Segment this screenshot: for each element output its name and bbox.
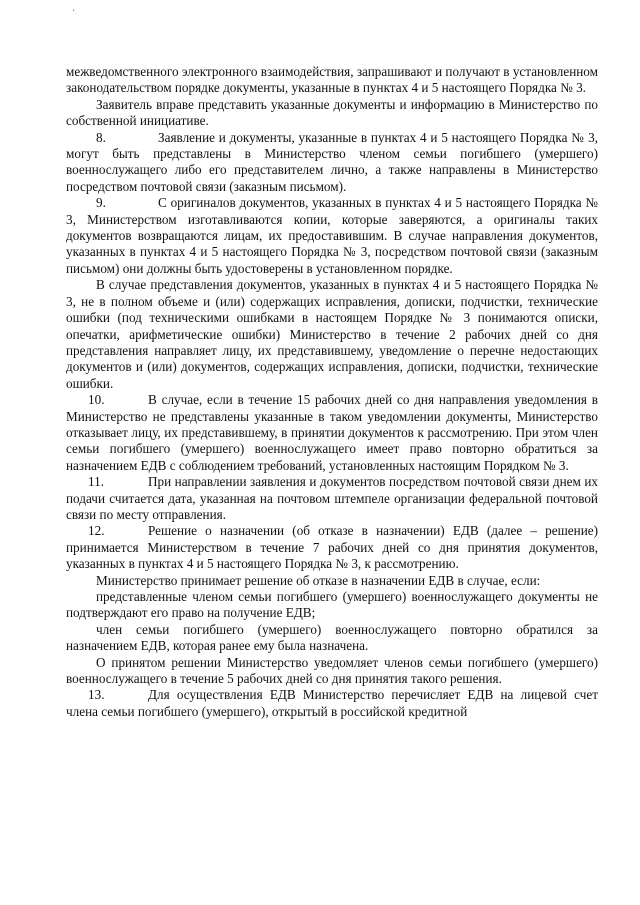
item-text: Для осуществления ЕДВ Министерство перечисляет ЕДВ на лицевой счет члена семьи погибшего (умершего), открытый в российской кредитной	[66, 687, 598, 719]
paragraph-item-11	[66, 474, 598, 523]
paragraph-item-9	[66, 195, 598, 277]
item-number: 9.	[96, 195, 106, 211]
item-number: 13.	[88, 687, 105, 703]
paragraph-incomplete-docs: В случае представления документов, указанных в пунктах 4 и 5 настоящего Порядка № 3, не в полном объеме и (или) содержащих исправления, дописки, подчистки, технические ошибки (под техническими ошибками в настоящем Порядке № 3 понимаются описки, опечатки, арифметические ошибки) Министерство в течение 2 рабочих дней со дня представления направляет лицу, их представившему, уведомление о перечне недостающих документов и (или) документов, содержащих исправления, дописки, подчистки, технические ошибки.	[66, 277, 598, 391]
item-number: 12.	[88, 523, 105, 539]
paragraph-refusal-reason-1: представленные членом семьи погибшего (умершего) военнослужащего документы не подтверждают его право на получение ЕДВ;	[66, 589, 598, 621]
item-text: В случае, если в течение 15 рабочих дней со дня направления уведомления в Министерство не представлены указанные в таком уведомлении документы, Министерство отказывает лицу, их представившему, в принятии документов к рассмотрению. При этом член семьи погибшего (умершего) военнослужащего имеет право повторно обратиться за назначением ЕДВ с соблюдением требований, установленных настоящим Порядком № 3.	[66, 392, 598, 473]
item-number: 10.	[88, 392, 105, 408]
item-text: Решение о назначении (об отказе в назначении) ЕДВ (далее – решение) принимается Министерством в течение 7 рабочих дней со дня принятия документов, указанных в пунктах 4 и 5 настоящего Порядка № 3, к рассмотрению.	[66, 523, 598, 572]
paragraph-1: межведомственного электронного взаимодействия, запрашивают и получают в установленном законодательством порядке документы, указанные в пунктах 4 и 5 настоящего Порядка № 3.	[66, 64, 598, 96]
paragraph-item-8	[66, 130, 598, 196]
paragraph-refusal-reason-2: член семьи погибшего (умершего) военнослужащего повторно обратился за назначением ЕДВ, которая ранее ему была назначена.	[66, 621, 598, 654]
item-text: Заявление и документы, указанные в пунктах 4 и 5 настоящего Порядка № 3, могут быть представлены в Министерство членом семьи погибшего (умершего) военнослужащего либо его представителем лично, а также направлены в Министерство посредством почтовой связи (заказным письмом).	[66, 129, 598, 194]
item-text: При направлении заявления и документов посредством почтовой связи днем их подачи считается дата, указанная на почтовом штемпеле организации федеральной почтовой связи по месту отправления.	[66, 474, 598, 522]
paragraph-refusal-intro: Министерство принимает решение об отказе в назначении ЕДВ в случае, если:	[96, 572, 541, 588]
scan-mark: ·	[72, 6, 76, 17]
item-text: С оригиналов документов, указанных в пунктах 4 и 5 настоящего Порядка № 3, Министерством изготавливаются копии, которые заверяются, а оригиналы таких документов возвращаются лицам, их предоставившим. В случае направления документов, указанных в пунктах 4 и 5 настоящего Порядка № 3, посредством почтовой связи (заказным письмом) они должны быть удостоверены в установленном порядке.	[66, 195, 598, 276]
paragraph-item-12	[66, 523, 598, 572]
document-body	[66, 64, 598, 720]
paragraph-notification: О принятом решении Министерство уведомляет членов семьи погибшего (умершего) военнослужащего в течение 5 рабочих дней со дня принятия такого решения.	[66, 654, 598, 687]
paragraph-2: Заявитель вправе представить указанные документы и информацию в Министерство по собственной инициативе.	[66, 96, 598, 129]
item-number: 8.	[96, 129, 106, 145]
item-number: 11.	[88, 474, 104, 490]
paragraph-item-10	[66, 392, 598, 474]
paragraph-item-13	[66, 687, 598, 720]
